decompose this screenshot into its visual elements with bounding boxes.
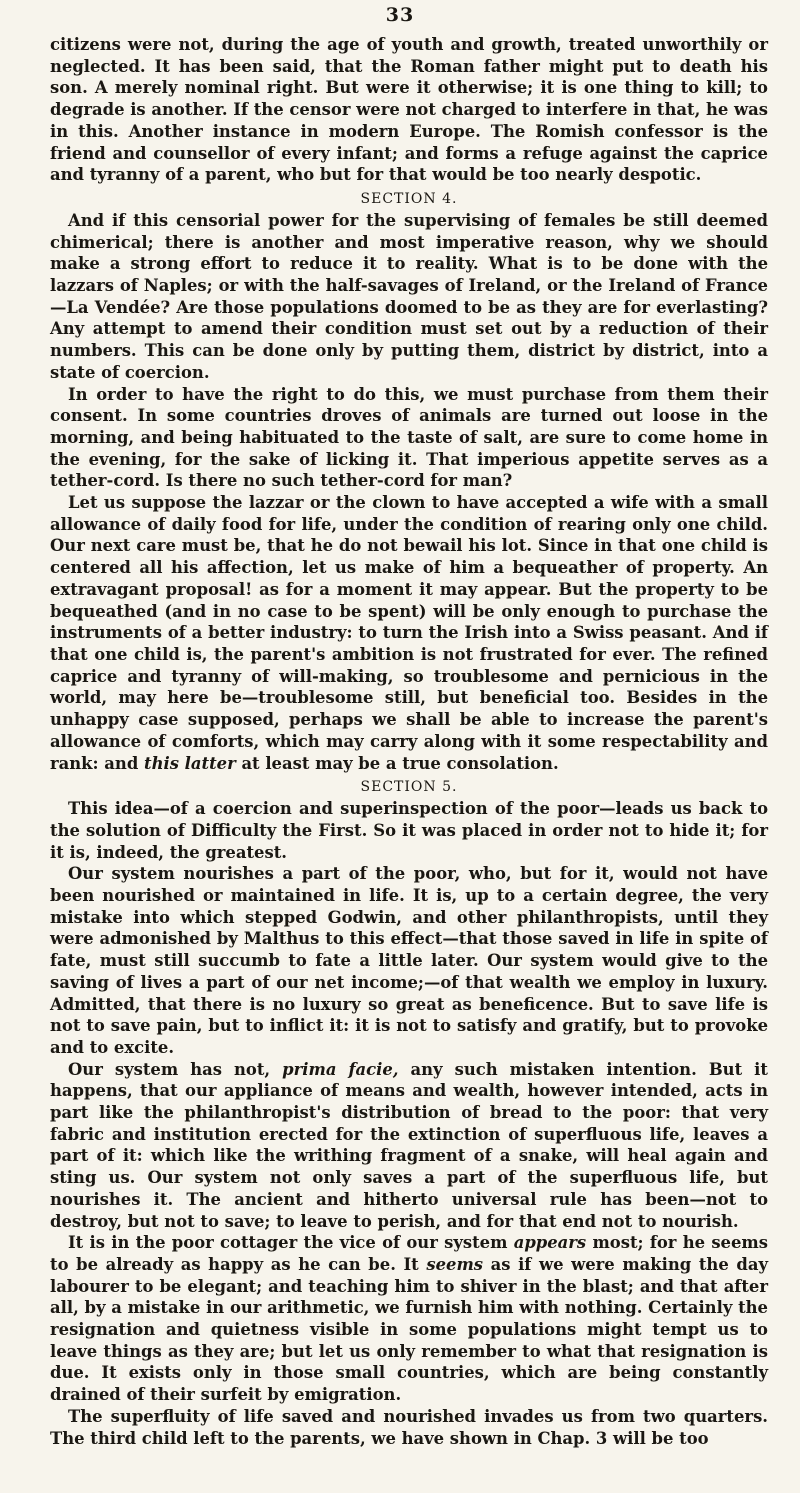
text-run: It is in the poor cottager the vice of our system [68, 1233, 508, 1253]
emphasis: this latter [144, 753, 236, 773]
section-heading-4: SECTION 4. [360, 190, 458, 207]
paragraph [50, 492, 768, 774]
text-run: at least may be a true consolation. [241, 753, 559, 773]
emphasis: prima facie, [282, 1059, 399, 1079]
paragraph: In order to have the right to do this, we must purchase from them their consent. In some countries droves of animals are turned out loose in the morning, and being habituated to the taste of salt, are sure to come home in the evening, for the sake of licking it. That imperious appetite serves as a tether-cord. Is there no such tether-cord for man? [50, 384, 768, 491]
paragraph: Our system nourishes a part of the poor, who, but for it, would not have been nourished or maintained in life. It is, up to a certain degree, the very mistake into which stepped Godwin, and other philanthropists, until they were admonished by Malthus to this effect—that those saved in life in spite of fate, must still succumb to fate a little later. Our system would give to the saving of lives a part of our net income;—of that wealth we employ in luxury. Admitted, that there is no luxury so great as beneficence. But to save life is not to save pain, but to inflict it: it is not to satisfy and gratify, but to provoke and to excite. [50, 864, 768, 1057]
paragraph [50, 1232, 768, 1406]
emphasis: appears [513, 1233, 587, 1253]
paragraph: And if this censorial power for the supervising of females be still deemed chimerical; there is another and most imperative reason, why we should make a strong effort to reduce it to reality. What is to be done with the lazzars of Naples; or with the half-savages of Ireland, or the Ireland of France—La Vendée? Are those populations doomed to be as they are for everlasting? Any attempt to amend their condition must set out by a reduction of their numbers. This can be done only by putting them, district by district, into a state of coercion. [50, 210, 768, 382]
text-run: as if we were making the day labourer to be elegant; and teaching him to shiver in the blast; and that after all, by a mistake in our arithmetic, we furnish him with nothing. Certainly the resignation and quietness visible in some populations might tempt us to leave things as they are; but let us only remember to what that resignation is due. It exists only in those small countries, which are being constantly drained of their surfeit by emigration. [50, 1254, 768, 1405]
section-heading-5: SECTION 5. [360, 779, 458, 796]
paragraph: citizens were not, during the age of youth and growth, treated unworthily or neglected. It has been said, that the Roman father might put to death his son. A merely nominal right. But were it otherwise; it is one thing to kill; to degrade is another. If the censor were not charged to interfere in that, he was in this. Another instance in modern Europe. The Romish confessor is the friend and counsellor of every infant; and forms a refuge against the caprice and tyranny of a parent, who but for that would be too nearly despotic. [50, 35, 768, 185]
page-number: 33 [385, 4, 415, 26]
text-run: any such mistaken intention. But it happens, that our appliance of means and wealth, however intended, acts in part like the philanthropist's distribution of bread to the poor: that very fabric and institution erected for the extinction of superfluous life, leaves a part of it: which like the writhing fragment of a snake, will heal again and sting us. Our system not only saves a part of the superfluous life, but nourishes it. The ancient and hitherto universal rule has been—not to destroy, but not to save; to leave to perish, and for that end not to nourish. [50, 1059, 768, 1231]
paragraph: The superfluity of life saved and nourished invades us from two quarters. The third child left to the parents, we have shown in Chap. 3 will be too [50, 1406, 768, 1448]
emphasis: seems [426, 1254, 484, 1274]
body-text [50, 34, 768, 1449]
text-run: Our system has not, [68, 1059, 271, 1079]
paragraph: This idea—of a coercion and superinspection of the poor—leads us back to the solution of Difficulty the First. So it was placed in order not to hide it; for it is, indeed, the greatest. [50, 799, 768, 862]
text-run: Let us suppose the lazzar or the clown to have accepted a wife with a small allowance of daily food for life, under the condition of rearing only one child. Our next care must be, that he do not bewail his lot. Since in that one child is centered all his affection, let us make of him a bequeather of property. An extravagant proposal! as for a moment it may appear. But the property to be bequeathed (and in no case to be spent) will be only enough to purchase the instruments of a better industry: to turn the Irish into a Swiss peasant. And if that one child is, the parent's ambition is not frustrated for ever. The refined caprice and tyranny of will-making, so troublesome and pernicious in the world, may here be—troublesome still, but beneficial too. Besides in the unhappy case supposed, perhaps we shall be able to increase the parent's allowance of comforts, which may carry along with it some respectability and rank: and [50, 493, 768, 773]
paragraph [50, 1059, 768, 1233]
text-run: most; for he seems to be already as happy as he can be. It [50, 1233, 768, 1274]
